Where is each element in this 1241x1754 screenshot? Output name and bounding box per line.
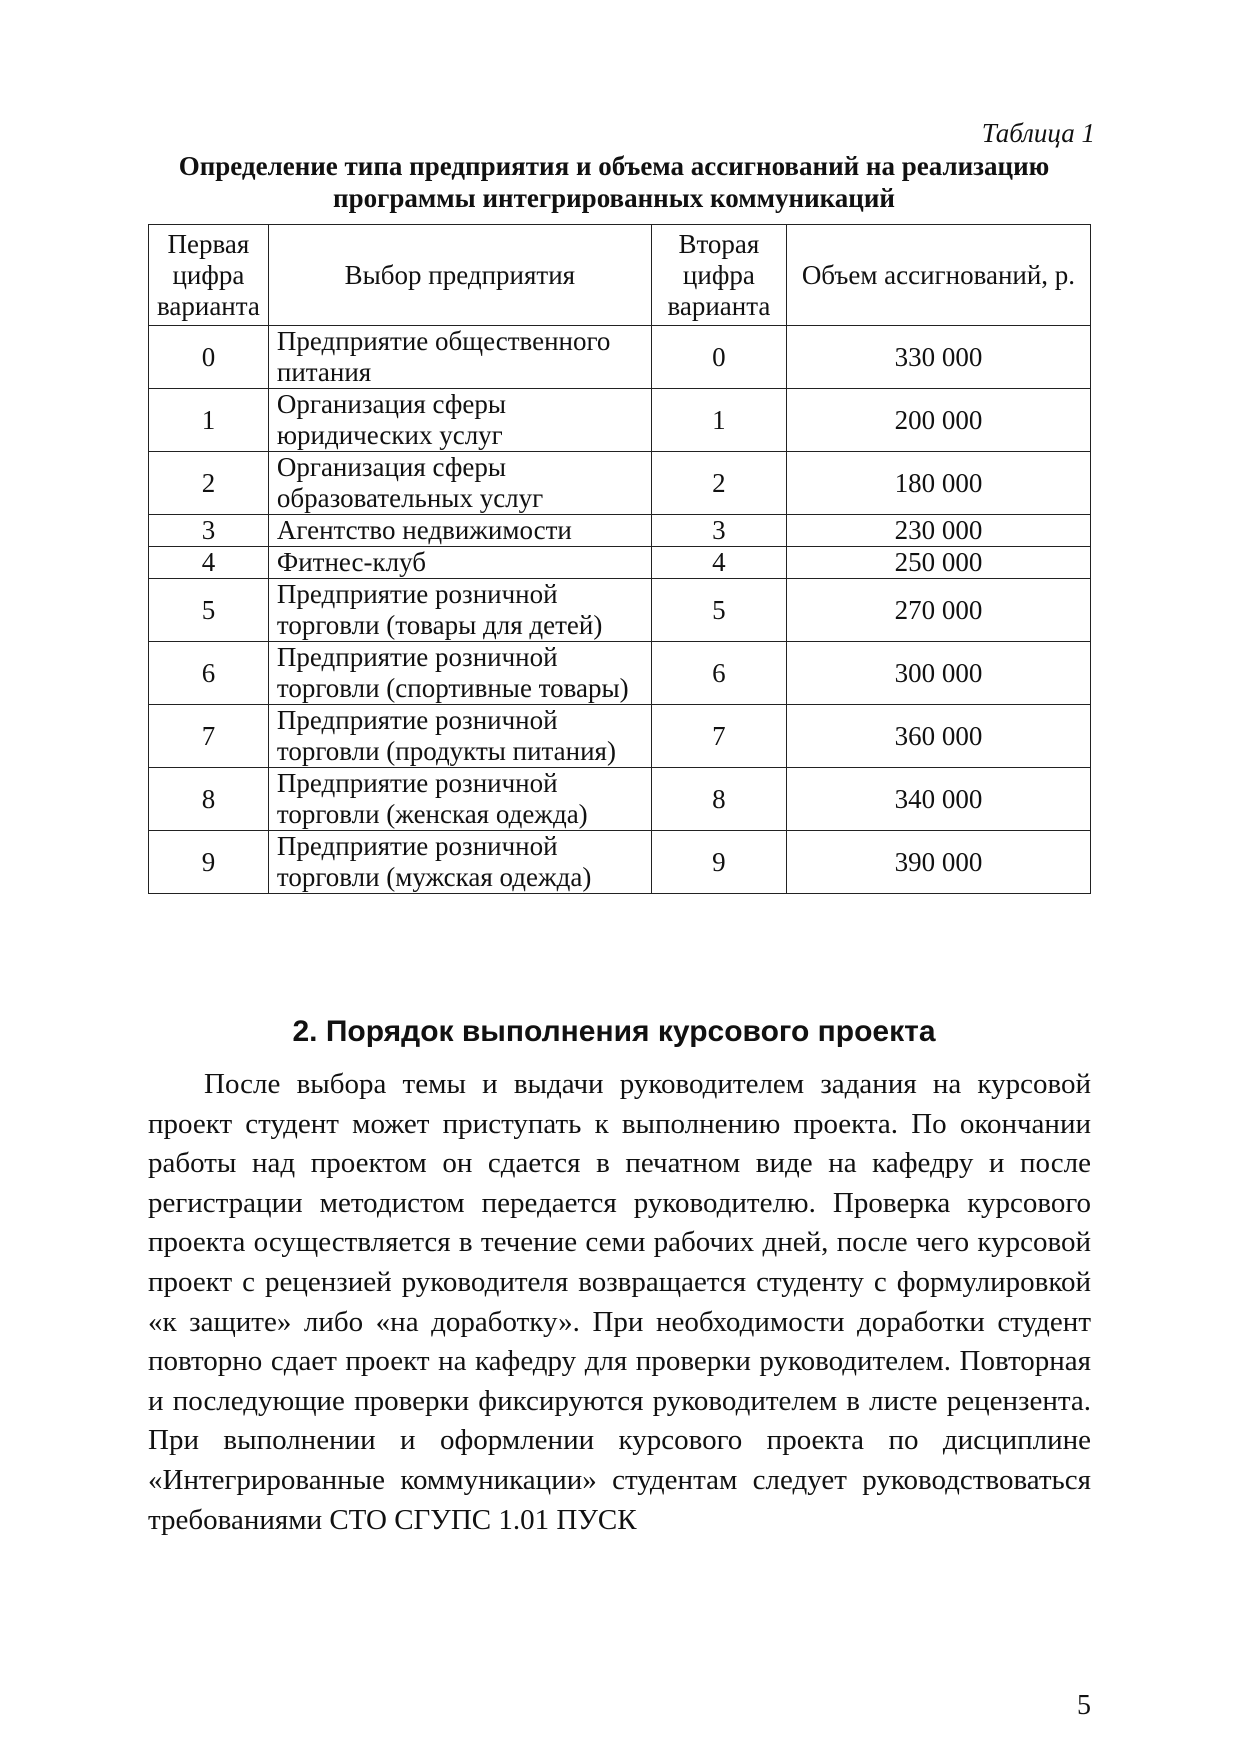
enterprise: Предприятие общественного питания <box>268 326 651 389</box>
header-enterprise: Выбор предприятия <box>268 225 651 326</box>
body-paragraph: После выбора темы и выдачи руководителем задания на курсовой проект студент может приступать к выполнению проекта. По окончании работы над проектом он сдается в печатном виде на кафедру и после регистрации методистом передается руководителю. Проверка курсового проекта осуществляется в течение семи рабочих дней, после чего курсовой проект с рецензией руководителя возвращается студенту с формулировкой «к защите» либо «на доработку». При необходимости доработки студент повторно сдает проект на кафедру для проверки руководителем. Повторная и последующие проверки фиксируются руководителем в листе рецензента. При выполнении и оформлении курсового проекта по дисциплине «Интегрированные коммуникации» студентам следует руководствоваться требованиями СТО СГУПС 1.01 ПУСК <box>148 1068 1091 1536</box>
enterprise: Фитнес-клуб <box>268 547 651 579</box>
first-digit: 3 <box>149 515 269 547</box>
enterprise: Предприятие розничной торговли (женская одежда) <box>268 768 651 831</box>
table-row <box>149 326 1091 389</box>
amount: 230 000 <box>786 515 1090 547</box>
amount: 200 000 <box>786 389 1090 452</box>
table-title: Определение типа предприятия и объема ассигнований на реализацию программы интегрированных коммуникаций <box>178 151 1050 213</box>
first-digit: 9 <box>149 831 269 894</box>
second-digit: 9 <box>651 831 786 894</box>
table-row <box>149 642 1091 705</box>
first-digit: 4 <box>149 547 269 579</box>
amount: 300 000 <box>786 642 1090 705</box>
table-caption: Таблица 1 <box>981 118 1095 148</box>
enterprise: Организация сферы юридических услуг <box>268 389 651 452</box>
second-digit: 6 <box>651 642 786 705</box>
amount: 340 000 <box>786 768 1090 831</box>
first-digit: 2 <box>149 452 269 515</box>
header-amount: Объем ассигнований, р. <box>786 225 1090 326</box>
second-digit: 0 <box>651 326 786 389</box>
variant-table <box>148 224 1091 894</box>
second-digit: 8 <box>651 768 786 831</box>
table-row <box>149 452 1091 515</box>
table-row <box>149 579 1091 642</box>
second-digit: 1 <box>651 389 786 452</box>
header-second-digit: Вторая цифра варианта <box>651 225 786 326</box>
enterprise: Предприятие розничной торговли (продукты питания) <box>268 705 651 768</box>
first-digit: 0 <box>149 326 269 389</box>
section-heading: 2. Порядок выполнения курсового проекта <box>292 1015 936 1048</box>
second-digit: 5 <box>651 579 786 642</box>
first-digit: 8 <box>149 768 269 831</box>
enterprise: Организация сферы образовательных услуг <box>268 452 651 515</box>
header-first-digit: Первая цифра варианта <box>149 225 269 326</box>
page-number: 5 <box>1077 1690 1091 1721</box>
table-row <box>149 705 1091 768</box>
second-digit: 4 <box>651 547 786 579</box>
table-row <box>149 547 1091 579</box>
amount: 250 000 <box>786 547 1090 579</box>
table-row <box>149 389 1091 452</box>
amount: 390 000 <box>786 831 1090 894</box>
first-digit: 5 <box>149 579 269 642</box>
second-digit: 2 <box>651 452 786 515</box>
first-digit: 7 <box>149 705 269 768</box>
first-digit: 6 <box>149 642 269 705</box>
second-digit: 3 <box>651 515 786 547</box>
enterprise: Агентство недвижимости <box>268 515 651 547</box>
first-digit: 1 <box>149 389 269 452</box>
second-digit: 7 <box>651 705 786 768</box>
amount: 270 000 <box>786 579 1090 642</box>
table-row <box>149 768 1091 831</box>
table-row <box>149 515 1091 547</box>
table-row <box>149 831 1091 894</box>
amount: 180 000 <box>786 452 1090 515</box>
enterprise: Предприятие розничной торговли (товары для детей) <box>268 579 651 642</box>
enterprise: Предприятие розничной торговли (спортивные товары) <box>268 642 651 705</box>
amount: 360 000 <box>786 705 1090 768</box>
enterprise: Предприятие розничной торговли (мужская одежда) <box>268 831 651 894</box>
amount: 330 000 <box>786 326 1090 389</box>
